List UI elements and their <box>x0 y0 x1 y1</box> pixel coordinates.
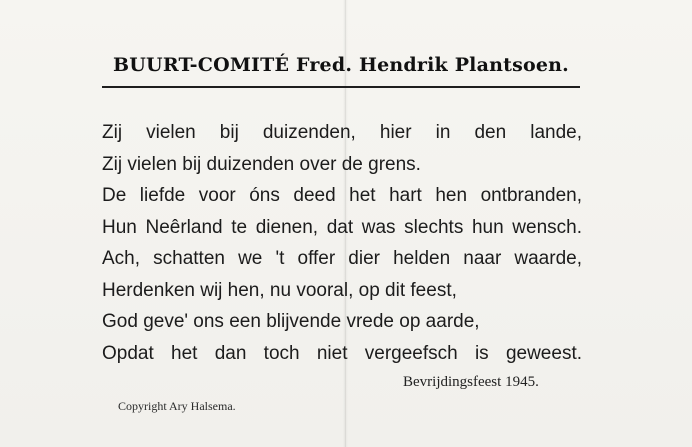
poem <box>102 117 582 369</box>
header-rule <box>102 86 580 88</box>
poem-line: Opdat het dan toch niet vergeefsch is geweest. <box>102 342 582 364</box>
copyright-notice: Copyright Ary Halsema. <box>118 399 236 413</box>
poem-line: Herdenken wij hen, nu vooral, op dit feest, <box>102 279 457 301</box>
poem-line: God geve' ons een blijvende vrede op aarde, <box>102 311 480 332</box>
document-header: BUURT-COMITÉ Fred. Hendrik Plantsoen. <box>113 54 569 76</box>
poem-line: Zij vielen bij duizenden, hier in den lande, <box>102 122 582 143</box>
poem-line: De liefde voor óns deed het hart hen ontbranden, <box>102 185 582 206</box>
poem-line: Zij vielen bij duizenden over de grens. <box>102 153 421 175</box>
poem-line: Ach, schatten we 't offer dier helden naar waarde, <box>102 248 582 269</box>
date-line: Bevrijdingsfeest 1945. <box>403 374 539 390</box>
poem-line: Hun Neêrland te dienen, dat was slechts hun wensch. <box>102 216 582 238</box>
